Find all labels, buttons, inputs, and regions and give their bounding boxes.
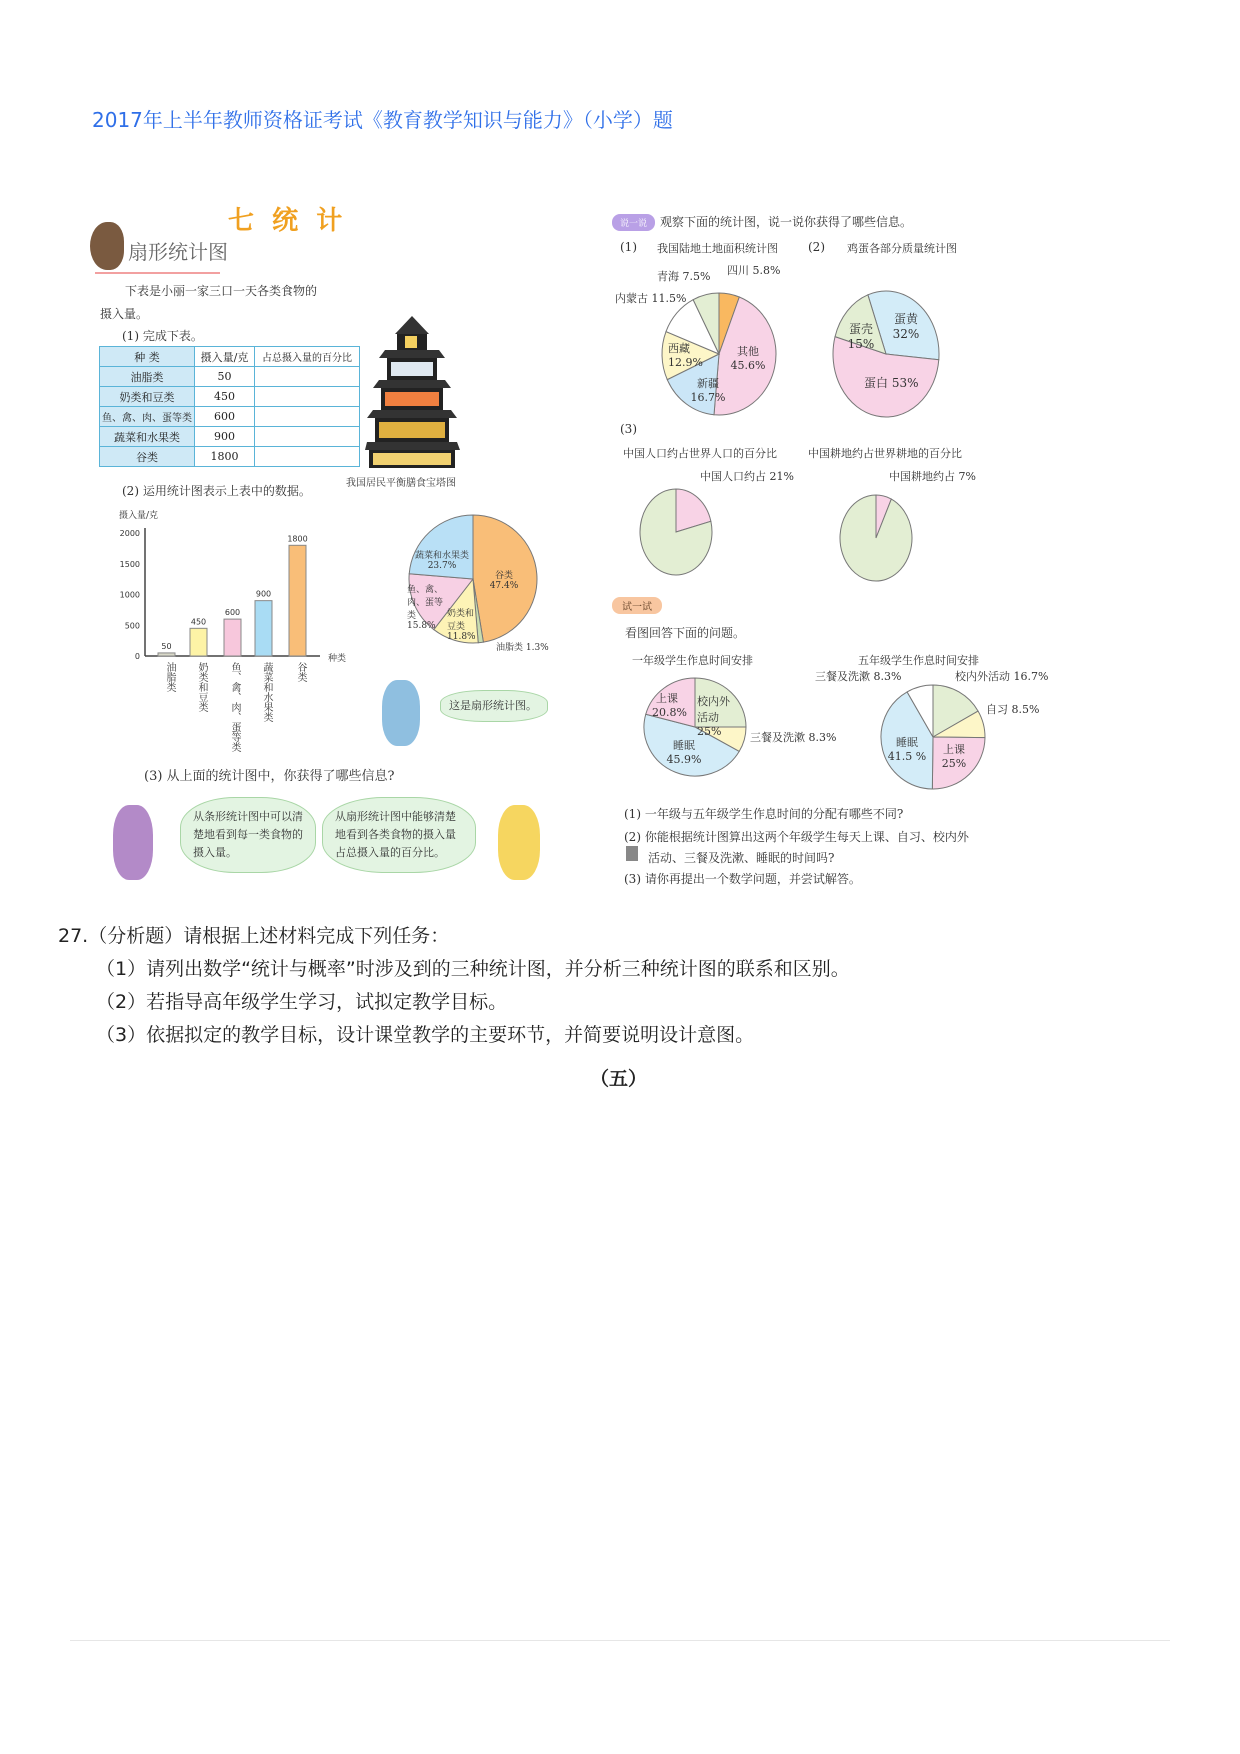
boy-illustration <box>113 805 153 880</box>
land-chart-title: 我国陆地土地面积统计图 <box>657 242 778 255</box>
bar-value-label: 900 <box>255 589 272 599</box>
bar <box>224 619 241 656</box>
pie-label: 校内外活动 25% <box>697 695 730 738</box>
calculator-icon <box>626 846 638 861</box>
pie-label: 西藏 12.9% <box>668 342 703 369</box>
task-1: (1) 完成下表。 <box>122 329 203 343</box>
pie-label: 谷类 47.4% <box>489 571 519 591</box>
table-cell <box>255 447 360 467</box>
table-cell <box>255 387 360 407</box>
food-pagoda-illustration <box>365 316 460 468</box>
bar-category-label: 鱼、禽、肉、蛋等类 <box>229 662 240 752</box>
next-section-heading: （五） <box>590 1068 648 1090</box>
pie-label: 蛋壳 15% <box>847 322 875 351</box>
pie-label: 其他 45.6% <box>730 345 766 372</box>
girl-speech-bubble: 从扇形统计图中能够清楚地看到各类食物的摄入量占总摄入量的百分比。 <box>322 797 476 873</box>
intro-line-1: 下表是小丽一家三口一天各类食物的 <box>125 284 318 298</box>
table-row <box>100 407 360 427</box>
pie-label: 新疆 16.7% <box>690 377 726 404</box>
question-item: （1）请列出数学“统计与概率”时涉及到的三种统计图，并分析三种统计图的联系和区别。 <box>96 958 850 980</box>
table-cell: 油脂类 <box>100 367 195 387</box>
task-3: (3) 从上面的统计图中，你获得了哪些信息? <box>144 769 395 784</box>
header-cell: 种 类 <box>100 347 195 367</box>
pie-label: 蛋黄 32% <box>892 312 920 341</box>
bar-value-label: 450 <box>190 617 207 627</box>
bar-category-label: 蔬菜和水果类 <box>261 662 272 722</box>
bar-category-label: 谷类 <box>295 662 306 682</box>
pie-label: 自习 8.5% <box>986 703 1040 716</box>
chapter-title: 七 统 计 <box>228 206 343 236</box>
table-row <box>100 367 360 387</box>
y-tick-label: 500 <box>124 621 140 631</box>
bar-category-label: 油脂类 <box>164 662 175 692</box>
pie-label: 蔬菜和水果类 23.7% <box>414 551 469 571</box>
bar <box>255 601 272 656</box>
hedgehog-illustration <box>90 222 124 270</box>
try-question: (3) 请你再提出一个数学问题，并尝试解答。 <box>624 872 861 886</box>
population-pie-chart <box>639 488 713 576</box>
y-tick-label: 1500 <box>119 559 140 569</box>
try-question: 活动、三餐及洗漱、睡眠的时间吗? <box>648 851 835 865</box>
table-cell <box>255 367 360 387</box>
try-badge: 试一试 <box>612 597 662 614</box>
say-badge: 说一说 <box>612 214 655 231</box>
pie-label: 睡眠 45.9% <box>666 739 702 766</box>
pie-label: 青海 7.5% <box>657 270 711 283</box>
pie-label: 四川 5.8% <box>727 264 781 277</box>
pie-label: 中国耕地约占 7% <box>889 470 976 483</box>
table-cell <box>255 407 360 427</box>
pie-label: 油脂类 1.3% <box>496 643 549 653</box>
table-row <box>100 387 360 407</box>
header-cell: 占总摄入量的百分比 <box>255 347 360 367</box>
y-tick-label: 2000 <box>119 529 140 538</box>
food-bar-chart <box>110 520 340 670</box>
bar-category-label: 奶类和豆类 <box>196 662 207 712</box>
bar-value-label: 600 <box>224 608 241 618</box>
girl-illustration <box>498 805 540 880</box>
table-cell: 900 <box>195 427 255 447</box>
pie-label: 三餐及洗漱 8.3% <box>750 731 837 744</box>
y-tick-label: 0 <box>134 652 140 661</box>
pie-label: 三餐及洗漱 8.3% <box>815 670 902 683</box>
pie-label: 鱼、禽、肉、蛋等类 15.8% <box>407 585 444 631</box>
farmland-pie-chart <box>839 494 913 582</box>
farmland-chart-title: 中国耕地约占世界耕地的百分比 <box>808 447 962 460</box>
try-prompt: 看图回答下面的问题。 <box>625 626 746 640</box>
table-row <box>100 427 360 447</box>
pie-label: 校内外活动 16.7% <box>955 670 1049 683</box>
grade5-chart-title: 五年级学生作息时间安排 <box>858 654 979 667</box>
egg-chart-title: 鸡蛋各部分质量统计图 <box>847 242 957 255</box>
table-cell: 450 <box>195 387 255 407</box>
table-cell: 蔬菜和水果类 <box>100 427 195 447</box>
footer-divider <box>70 1640 1170 1641</box>
table-cell: 谷类 <box>100 447 195 467</box>
pie-label: 上课 25% <box>941 743 967 770</box>
boy-speech-bubble: 从条形统计图中可以清楚地看到每一类食物的摄入量。 <box>180 797 316 873</box>
egg-pie-chart <box>832 290 940 418</box>
table-row <box>100 447 360 467</box>
bar-ylabel: 摄入量/克 <box>119 511 159 521</box>
task-2: (2) 运用统计图表示上表中的数据。 <box>122 484 311 498</box>
population-chart-title: 中国人口约占世界人口的百分比 <box>623 447 777 460</box>
question-item: （3）依据拟定的教学目标，设计课堂教学的主要环节，并简要说明设计意图。 <box>96 1024 755 1046</box>
table-cell: 50 <box>195 367 255 387</box>
table-cell <box>255 427 360 447</box>
question-item: （2）若指导高年级学生学习，试拟定教学目标。 <box>96 991 508 1013</box>
table-cell: 鱼、禽、肉、蛋等类 <box>100 407 195 427</box>
bar-xlabel: 种类 <box>328 654 347 664</box>
bar <box>190 628 207 656</box>
chart-number: (3) <box>620 422 637 436</box>
pie-label: 上课 20.8% <box>652 692 687 719</box>
grade1-chart-title: 一年级学生作息时间安排 <box>632 654 753 667</box>
document-title: 2017年上半年教师资格证考试《教育教学知识与能力》（小学）题 <box>92 108 673 132</box>
pie-label: 内蒙古 11.5% <box>615 292 687 305</box>
pie-label: 奶类和豆类 11.8% <box>447 609 476 642</box>
table-cell: 600 <box>195 407 255 427</box>
chart-number: (1) <box>620 240 637 254</box>
y-tick-label: 1000 <box>119 590 140 600</box>
question-stem: 27.（分析题）请根据上述材料完成下列任务： <box>58 925 450 947</box>
pagoda-caption: 我国居民平衡膳食宝塔图 <box>346 478 456 489</box>
teacher-speech-bubble: 这是扇形统计图。 <box>440 690 548 722</box>
intro-line-2: 摄入量。 <box>100 307 149 321</box>
table-cell: 1800 <box>195 447 255 467</box>
header-cell: 摄入量/克 <box>195 347 255 367</box>
say-prompt: 观察下面的统计图，说一说你获得了哪些信息。 <box>660 215 913 229</box>
pie-label: 睡眠 41.5 % <box>887 736 927 763</box>
try-question: (1) 一年级与五年级学生作息时间的分配有哪些不同? <box>624 807 904 821</box>
bar <box>158 653 175 656</box>
bar-value-label: 50 <box>161 641 172 651</box>
try-question: (2) 你能根据统计图算出这两个年级学生每天上课、自习、校内外 <box>624 830 969 844</box>
chart-number: (2) <box>808 240 825 254</box>
pie-label: 中国人口约占 21% <box>700 470 794 483</box>
food-intake-table <box>99 346 360 467</box>
table-cell: 奶类和豆类 <box>100 387 195 407</box>
teacher-illustration <box>382 680 420 746</box>
pie-slice <box>840 495 912 581</box>
bar-value-label: 1800 <box>287 534 308 544</box>
bar <box>289 545 306 656</box>
table-header-row <box>100 347 360 367</box>
section-underline <box>95 272 220 274</box>
section-title: 扇形统计图 <box>128 240 228 264</box>
pie-label: 蛋白 53% <box>864 376 919 390</box>
